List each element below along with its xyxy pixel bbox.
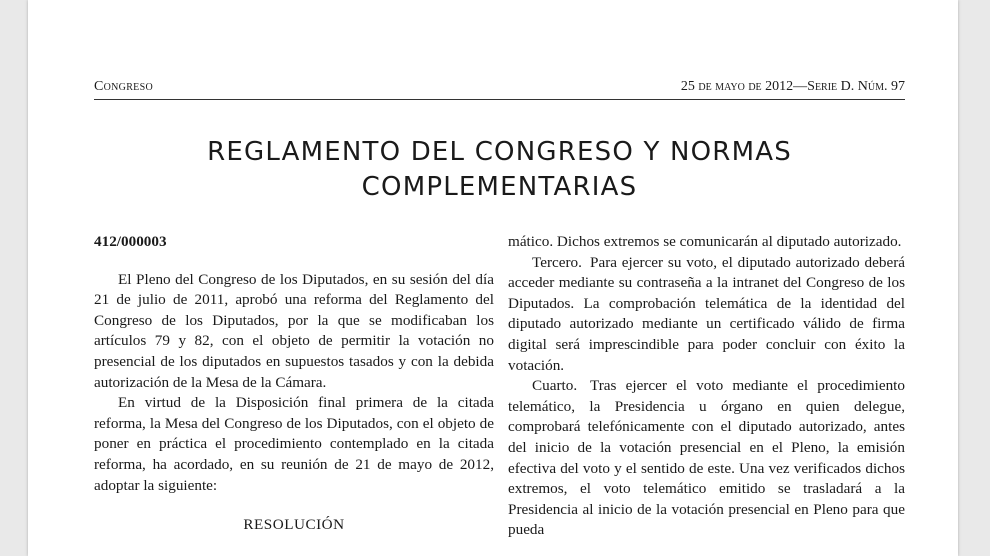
paragraph-tercero [508,253,905,377]
paragraph-continuation: mático. Dichos extremos se comunicarán al diputado autorizado. [508,233,902,250]
left-column [94,232,494,536]
right-column [508,232,905,541]
header-publication: Congreso [94,79,153,94]
document-reference: 412/000003 [94,233,167,250]
header-date: 25 de mayo de 2012 [680,79,794,94]
document-page [28,0,958,556]
header-issue [681,78,905,96]
section-title-line-2: COMPLEMENTARIAS [361,172,638,202]
clause-label-cuarto: Cuarto. [532,377,578,395]
section-title-line-1: REGLAMENTO DEL CONGRESO Y NORMAS [207,137,792,167]
clause-text-cuarto: Tras ejercer el voto mediante el procedimiento telemático, la Presidencia u órgano en quien delegue, comprobará telefónicamente con el diputado autorizado, antes del inicio de la votación presencial en el Pleno, la emisión efectiva del voto y el sentido de este. Una vez verificados dichos extremos, el voto telemático emitido se trasladará a la Presidencia al inicio de la votación presencial en Pleno para que pueda [508,377,905,539]
paragraph-intro: El Pleno del Congreso de los Diputados, en su sesión del día 21 de julio de 2011, aprobó una reforma del Reglamento del Congreso de los Diputados, por la que se modificaban los artículos 79 y 82, con el objeto de permitir la votación no presencial de los diputados en supuestos tasados y con la debida autorización de la Mesa de la Cámara. [94,270,494,391]
clause-text-tercero: Para ejercer su voto, el diputado autorizado deberá acceder mediante su contraseña a la intranet del Congreso de los Diputados. La comprobación telemática de la identidad del diputado autorizado mediante un certificado válido de firma digital será imprescindible para poder concluir con éxito la votación. [508,253,905,374]
clause-label-tercero: Tercero. [532,253,582,271]
section-title [94,135,905,205]
paragraph-mandate: En virtud de la Disposición final primera de la citada reforma, la Mesa del Congreso de los Diputados, con el objeto de poner en práctica el procedimiento contemplado en la citada reforma, ha acordado, en su reunión de 21 de mayo de 2012, adoptar la siguiente: [94,394,494,494]
resolution-heading: RESOLUCIÓN [243,516,345,534]
running-header [94,78,905,100]
paragraph-cuarto [508,376,905,541]
header-series: —Serie D. Núm. 97 [793,79,905,94]
